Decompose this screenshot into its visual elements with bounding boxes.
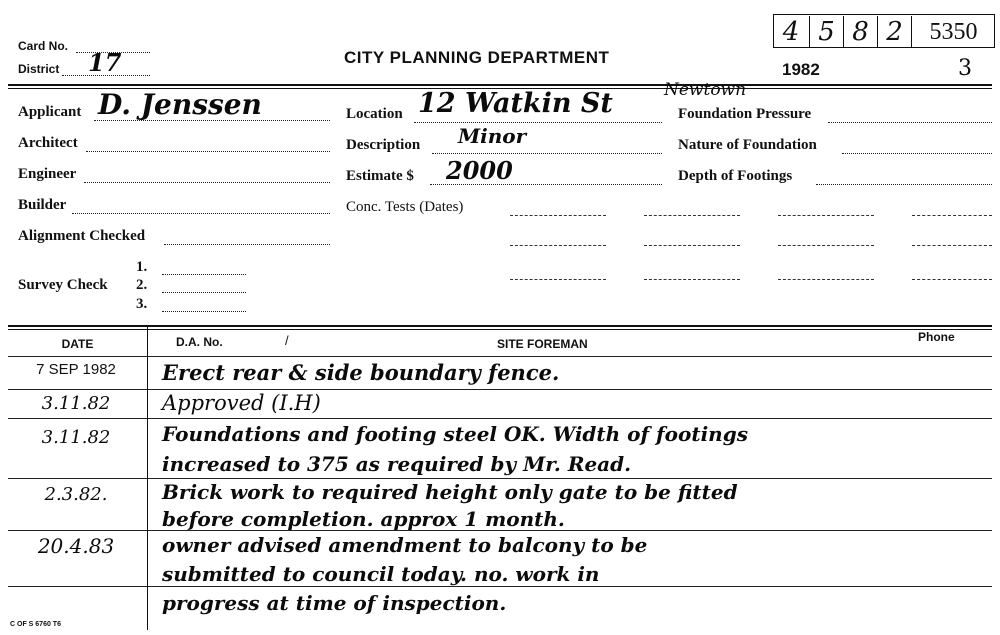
conc-line-10 — [644, 279, 740, 280]
estimate-value: 2000 — [446, 156, 513, 185]
entry-date-4: 2.3.82. — [44, 484, 108, 505]
conc-line-11 — [778, 279, 874, 280]
table-header-rule — [8, 356, 992, 357]
number-digit-2: 5 — [809, 16, 843, 48]
location-suburb: Newtown — [664, 80, 747, 100]
number-main: 5350 — [911, 16, 995, 48]
column-header-da-mark: / — [285, 333, 289, 348]
survey-num-1: 1. — [136, 259, 148, 275]
location-line — [414, 122, 662, 123]
table-top-rule — [8, 325, 992, 327]
conc-line-6 — [644, 245, 740, 246]
conc-line-3 — [778, 215, 874, 216]
survey-num-2: 2. — [136, 277, 148, 293]
conc-line-4 — [912, 215, 992, 216]
table-row-rule-3 — [8, 478, 992, 479]
builder-line — [72, 213, 330, 214]
depth-footings-line — [816, 184, 992, 185]
nature-foundation-line — [842, 153, 992, 154]
number-extra: 3 — [958, 56, 972, 81]
year-label: 1982 — [782, 60, 820, 79]
entry-date-2: 3.11.82 — [41, 393, 111, 414]
conc-line-9 — [510, 279, 606, 280]
entry-text-5c: progress at time of inspection. — [162, 591, 507, 615]
column-header-site-foreman: SITE FOREMAN — [497, 337, 588, 351]
architect-line — [86, 151, 330, 152]
entry-text-4b: before completion. approx 1 month. — [162, 507, 565, 531]
entry-date-5: 20.4.83 — [37, 534, 115, 558]
builder-label: Builder — [18, 197, 67, 213]
entry-text-3a: Foundations and footing steel OK. Width of footings — [162, 422, 748, 446]
entry-date-3: 3.11.82 — [41, 427, 111, 448]
survey-line-2 — [162, 292, 246, 293]
table-top-rule-thin — [8, 329, 992, 330]
estimate-label: Estimate $ — [346, 168, 414, 184]
engineer-line — [84, 182, 330, 183]
survey-check-label: Survey Check — [18, 277, 108, 293]
engineer-label: Engineer — [18, 166, 77, 182]
location-label: Location — [346, 106, 403, 122]
applicant-label: Applicant — [18, 104, 82, 120]
entry-text-3b: increased to 375 as required by Mr. Read. — [162, 452, 632, 476]
alignment-label: Alignment Checked — [18, 228, 146, 244]
entry-text-2: Approved (I.H) — [162, 391, 321, 415]
architect-label: Architect — [18, 135, 78, 151]
survey-line-1 — [162, 274, 246, 275]
column-header-date: DATE — [61, 337, 94, 351]
conc-line-12 — [912, 279, 992, 280]
applicant-value: D. Jenssen — [98, 88, 262, 121]
card-no-label: Card No. — [18, 39, 69, 53]
entry-text-5a: owner advised amendment to balcony to be — [162, 533, 648, 557]
survey-num-3: 3. — [136, 296, 148, 312]
table-row-rule-2 — [8, 418, 992, 419]
header-rule — [8, 84, 992, 86]
district-value: 17 — [88, 48, 122, 77]
table-row-rule-5 — [8, 586, 992, 587]
entry-text-5b: submitted to council today. no. work in — [162, 562, 600, 586]
conc-line-1 — [510, 215, 606, 216]
alignment-line — [164, 244, 330, 245]
survey-line-3 — [162, 311, 246, 312]
conc-line-5 — [510, 245, 606, 246]
table-row-rule-1 — [8, 389, 992, 390]
column-header-da: D.A. No. — [176, 335, 223, 349]
depth-footings-label: Depth of Footings — [678, 168, 793, 184]
column-header-phone: Phone — [918, 330, 955, 344]
form-code: C OF S 6760 T6 — [10, 621, 61, 628]
foundation-pressure-line — [828, 122, 992, 123]
number-digit-1: 4 — [782, 17, 800, 47]
entry-text-1: Erect rear & side boundary fence. — [162, 360, 560, 385]
conc-line-7 — [778, 245, 874, 246]
foundation-pressure-label: Foundation Pressure — [678, 106, 812, 122]
conc-tests-label: Conc. Tests (Dates) — [346, 199, 464, 215]
entry-date-1: 7 SEP 1982 — [36, 361, 116, 378]
district-label: District — [18, 62, 60, 76]
conc-line-8 — [912, 245, 992, 246]
entry-text-4a: Brick work to required height only gate to be fitted — [162, 480, 738, 504]
description-label: Description — [346, 137, 421, 153]
description-value: Minor — [458, 124, 527, 148]
description-line — [432, 153, 662, 154]
number-digit-3: 8 — [843, 16, 877, 48]
table-row-rule-4 — [8, 530, 992, 531]
conc-line-2 — [644, 215, 740, 216]
number-digit-4: 2 — [877, 16, 911, 48]
nature-foundation-label: Nature of Foundation — [678, 137, 817, 153]
department-title: CITY PLANNING DEPARTMENT — [344, 48, 610, 67]
location-value: 12 Watkin St — [418, 88, 613, 119]
